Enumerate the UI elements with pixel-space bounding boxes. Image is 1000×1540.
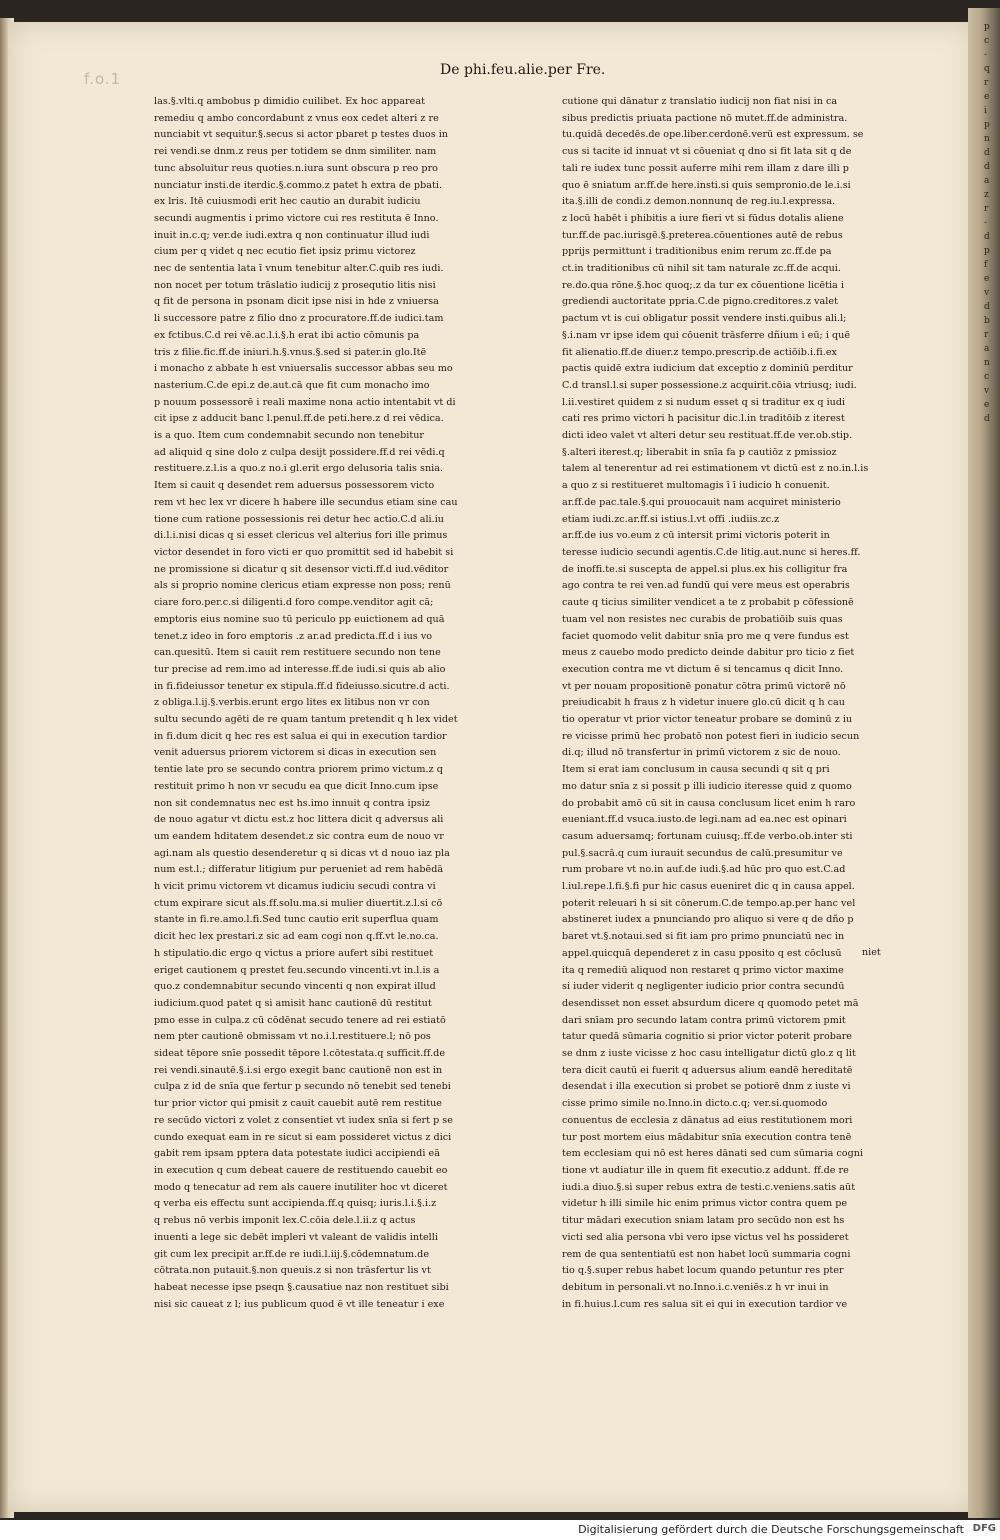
text-line: rem vt hec lex vr dicere h habere ille secundus etiam sine cau [154,496,458,508]
text-line: h vicit primu victorem vt dicamus iudiciu secudi contra vi [154,881,436,893]
text-line: se dnm z iuste vicisse z hoc casu intelligatur dictū glo.z q lit [562,1048,856,1060]
text-line: culpa z id de snīa que fertur p secundo nō tenebit sed tenebi [154,1081,451,1093]
text-line: tera dicit cautū ei fuerit q aduersus alium eandē hereditatē [562,1064,853,1076]
text-line: emptoris eius nomine suo tū periculo pp euictionem ad quā [154,613,445,625]
text-line: p nouum possessorē i reali maxime nona actio intentabit vt di [154,396,456,408]
right-text-column [562,94,922,1313]
text-line: Item si cauit q desendet rem aduersus possessorem victo [154,480,435,492]
text-line: i monacho z abbate h est vniuersalis successor abbas seu mo [154,363,453,375]
text-line: §.alteri iterest.q; liberabit in snīa fa p cautiōz z pmissioz [562,446,837,458]
text-line: ago contra te rei ven.ad fundū qui vere meus est operabris [562,580,850,592]
text-line: dicit hec lex prestari.z sic ad eam cogi non q.ff.vt le.no.ca. [154,931,439,943]
text-line: ar.ff.de ius vo.eum z cū intersit primi victoris poterit in [562,530,830,542]
text-line: cati res primo victori h pacisitur dic.l.in traditōib z iterest [562,413,845,425]
text-line: §.i.nam vr ipse idem qui cōuenit trāsferre dñium i eū; i quē [562,329,851,341]
text-line: z obliga.l.ij.§.verbis.erunt ergo lites ex litibus non vr con [154,697,430,709]
text-line: pactis quidē extra iudicium dat exceptio z dominiū perditur [562,363,853,375]
text-line: tentie late pro se secundo contra priorem primo victum.z q [154,764,443,776]
text-line: debitum in personali.vt no.Inno.i.c.veniēs.z h vr inui in [562,1281,829,1293]
text-line: faciet quomodo velit dabitur snīa pro me q vere fundus est [562,630,849,642]
text-line: pactum vt is cui obligatur possit vendere insti.quibus ali.l; [562,313,847,325]
text-line: tem ecclesiam qui nō est heres dānati sed cum sūmaria cogni [562,1148,864,1160]
text-line: stante in fi.re.amo.l.fi.Sed tunc cautio erit superflua quam [154,914,439,926]
text-line: secundi augmentis i primo victore cui res restituta ē Inno. [154,212,439,224]
text-line: tione cum ratione possessionis rei detur hec actio.C.d ali.iu [154,513,445,525]
text-line: teresse iudicio secundi agentis.C.de litig.aut.nunc si heres.ff. [562,546,861,558]
text-line: di.q; illud nō transfertur in primū victorem z sic de nouo. [562,747,841,759]
text-line: rei vendi.sinautē.§.i.si ergo exegit banc cautionē non est in [154,1064,443,1076]
text-line: ctum expirare sicut als.ff.solu.ma.si mulier diuertit.z.l.si cō [154,897,443,909]
text-line: venit aduersus priorem victorem si dicas in execution sen [154,747,437,759]
text-line: titur mādari execution sniam latam pro secūdo non est hs [562,1215,845,1227]
text-line: sultu secundo agēti de re quam tantum pretendit q h lex videt [154,714,458,726]
text-line: cit ipse z adducit banc l.penul.ff.de peti.here.z d rei vēdica. [154,413,444,425]
text-line: pul.§.sacrā.q cum iurauit secundus de calū.presumitur ve [562,847,843,859]
text-line: meus z cauebo modo predicto deinde dabitur pro ticio z fiet [562,647,855,659]
text-line: tur post mortem eius mādabitur snīa execution contra tenē [562,1131,852,1143]
text-line: tur prior victor qui pmisit z cauit cauebit autē rem restitue [154,1098,442,1110]
text-line: execution contra me vt dictum ē si tencamus q dicit Inno. [562,663,844,675]
text-line: cus si tacite id innuat vt si cōueniat q dno si fit lata sit q de [562,146,852,158]
text-line: vt per nouam propositionē ponatur cōtra primū victorē nō [562,680,846,692]
text-line: q rebus nō verbis imponit lex.C.cōia dele.l.ii.z q actus [154,1215,416,1227]
text-line: etiam iudi.zc.ar.ff.si istius.l.vt offi .iudiis.zc.z [562,513,780,525]
text-line: a quo z si restitueret multomagis ī ī iudicio h conuenit. [562,480,830,492]
text-line: quo ē sniatum ar.ff.de here.insti.si quis sempronio.de le.i.si [562,179,851,191]
text-line: nunciatur insti.de iterdic.§.commo.z patet h extra de pbati. [154,179,443,191]
text-line: is a quo. Item cum condemnabit secundo non tenebitur [154,430,425,442]
left-text-column [154,94,482,1313]
text-line: di.l.i.nisi dicas q si esset clericus vel alterius fori ille primus [154,530,448,542]
text-line: pprijs permittunt i traditionibus enim rerum zc.ff.de pa [562,246,832,258]
text-line: ex fctibus.C.d rei vē.ac.l.i.§.h erat ibi actio cōmunis pa [154,329,420,341]
text-line: cutione qui dānatur z translatio iudicij non fiat nisi in ca [562,96,838,107]
text-line: tali re iudex tunc possit auferre mihi rem illam z dare illi p [562,162,849,174]
text-line: tris z filie.fic.ff.de iniuri.h.§.vnus.§.sed si pater.in glo.Itē [154,346,427,358]
text-line: tio operatur vt prior victor teneatur probare se dominū z iu [562,714,853,726]
text-line: ad aliquid q sine dolo z culpa desijt possidere.ff.d rei vēdi.q [154,446,445,458]
text-line: victi sed alia persona vbi vero ipse victus vel hs possideret [562,1231,849,1243]
text-line: non nocet per totum trāslatio iudicij z prosequtio litis nisi [154,279,436,291]
footer-bar [0,1520,1000,1540]
text-line: tu.quidā decedēs.de ope.liber.cerdonē.verū est expressum. se [562,129,864,141]
text-line: iudi.a diuo.§.si super rebus extra de testi.c.veniens.satis aūt [562,1181,856,1193]
text-line: cōtrata.non putauit.§.non queuis.z si non trāsfertur lis vt [154,1265,431,1277]
text-line: eriget cautionem q prestet feu.secundo vincenti.vt in.l.is a [154,964,440,976]
text-line: ita.§.illi de condi.z demon.nonnunq de reg.iu.l.expressa. [562,196,836,208]
text-line: ar.ff.de pac.tale.§.qui prouocauit nam acquiret ministerio [562,496,841,508]
text-line: baret vt.§.notaui.sed si fit iam pro primo pnunciatū nec in [562,931,845,943]
text-line: tio q.§.super rebus habet locum quando petuntur res pter [562,1265,844,1277]
text-line: conuentus de ecclesia z dānatus ad eius restitutionem mori [562,1114,853,1126]
text-line: cisse primo simile no.Inno.in dicto.c.q; ver.si.quomodo [562,1098,828,1110]
text-line: appel.quicquā dependeret z in casu pposito q est cōclusū [562,947,842,959]
text-line: modo q tenecatur ad rem als cauere inutiliter hoc vt diceret [154,1181,448,1193]
text-line: cium per q videt q nec ecutio fiet ipsiz primu victorez [154,246,416,258]
text-line: nasterium.C.de epi.z de.aut.cā que fit cum monacho imo [154,379,430,391]
text-line: cundo exequat eam in re sicut si eam possideret victus z dici [154,1131,452,1143]
text-line: ne promissione si dicatur q sit desensor victi.ff.d iud.vēditor [154,563,449,575]
text-line: desendisset non esset absurdum dicere q quomodo petet mā [562,997,859,1009]
text-line: talem al tenerentur ad rei estimationem vt dictū est z no.in.l.is [562,463,869,475]
text-line: rem de qua sententiatū est non habet locū summaria cogni [562,1248,851,1260]
text-line: mo datur snīa z si possit p illi iudicio iteresse quid z quomo [562,780,852,792]
text-line: victor desendet in foro victi er quo promittit sed id habebit si [154,546,454,558]
text-line: preiudicabit h fraus z h videtur inuere glo.cū dicit q h cau [562,697,845,709]
text-line: si iuder viderit q negligenter iudicio prior contra secundū [562,981,845,993]
text-line: in fi.huius.l.cum res salua sit ei qui in execution tardior ve [562,1298,848,1310]
text-line: iudicium.quod patet q si amisit hanc cautionē dū restitut [154,997,432,1009]
pencil-folio-note: f.o.1 [84,70,122,88]
text-line: dari snīam pro secundo latam contra primū victorem pmit [562,1014,846,1026]
text-line: dicti ideo valet vt alteri detur seu restituat.ff.de ver.ob.stip. [562,430,853,442]
text-line: do probabit amō cū sit in causa conclusum licet enim h raro [562,797,856,809]
text-line: re.do.qua rōne.§.hoc quoq;.z da tur ex cōuentione licētia i [562,279,844,291]
text-line: abstineret iudex a pnunciando pro aliquo si vere q de dño p [562,914,854,926]
text-line: gabit rem ipsam pptera data potestate iudici accipiendi eā [154,1148,440,1160]
funding-notice: Digitalisierung gefördert durch die Deutsche Forschungsgemeinschaft [578,1523,964,1536]
text-line: quo.z condemnabitur secundo vincenti q non expirat illud [154,981,436,993]
adjacent-page-strip: p c - q r e i p n d d a z r - d p f e v d b r a n c v e d [984,22,990,424]
text-line: q verba eis effectu sunt accipienda.ff.q quisq; iuris.l.i.§.i.z [154,1198,437,1210]
text-line: videtur h illi simile hic enim primus victor contra quem pe [562,1198,848,1210]
dfg-logo: DFG [972,1523,996,1534]
text-line: tur precise ad rem.imo ad interesse.ff.de iudi.si quis ab alio [154,663,446,675]
running-title: De phi.feu.alie.per Fre. [440,62,606,78]
text-line: casum aduersamq; fortunam cuiusq;.ff.de verbo.ob.inter sti [562,830,853,842]
text-line: restituere.z.l.is a quo.z no.i gl.erit ergo delusoria talis snia. [154,463,444,475]
text-line: num est.l.; differatur litigium pur perueniet ad rem habēdā [154,864,444,876]
text-line: tuam vel non resistes nec curabis de probatiōib suis quas [562,613,843,625]
text-line: non sit condemnatus nec est hs.imo innuit q contra ipsiz [154,797,430,809]
text-line: fit alienatio.ff.de diuer.z tempo.prescrip.de actiōib.i.fi.ex [562,346,837,358]
text-line: pmo esse in culpa.z cū cōdēnat secudo tenere ad rei estiatō [154,1014,446,1026]
text-line: las.§.vlti.q ambobus p dimidio cuilibet. Ex hoc appareat [154,96,425,107]
text-line: de nouo agatur vt dictu est.z hoc littera dicit q adversus ali [154,814,444,826]
text-line: l.iul.repe.l.fi.§.fi pur hic casus eueniret dic q in causa appel. [562,881,855,893]
text-line: eueniant.ff.d vsuca.iusto.de legi.nam ad ea.nec est opinari [562,814,847,826]
text-line: sideat tēpore snīe possedit tēpore l.cōtestata.q sufficit.ff.de [154,1048,446,1060]
text-line: tione vt audiatur ille in quem fit executio.z addunt. ff.de re [562,1165,849,1176]
text-line: restituit primo h non vr secudu ea que dicit Inno.cum ipse [154,780,439,792]
text-line: tunc absoluitur reus quoties.n.iura sunt obscura p reo pro [154,162,438,174]
text-line: nec de sententia lata ī vnum tenebitur alter.C.quib res iudi. [154,263,444,275]
text-line: git cum lex precipit ar.ff.de re iudi.l.iij.§.cōdemnatum.de [154,1248,430,1260]
text-line: z locū habēt i phibitis a iure fieri vt si fūdus dotalis aliene [562,212,844,224]
text-line: tenet.z ideo in foro emptoris .z ar.ad predicta.ff.d i ius vo [154,630,433,642]
text-line: nunciabit vt sequitur.§.secus si actor pbaret p testes duos in [154,129,448,141]
text-line: ciare foro.per.c.si diligenti.d foro compe.venditor agit cā; [154,597,434,609]
text-line: ct.in traditionibus cū nihil sit tam naturale zc.ff.de acqui. [562,263,841,275]
text-line: tur.ff.de pac.iurisgē.§.preterea.cōuentiones autē de rebus [562,229,843,241]
text-line: h stipulatio.dic ergo q victus a priore aufert sibi restituet [154,947,434,959]
text-line: habeat necesse ipse pseqn §.causatiue naz non restituet sibi [154,1281,449,1293]
text-line: in execution q cum debeat cauere de restituendo cauebit eo [154,1165,448,1176]
text-line: caute q ticius similiter vendicet a te z probabit p cōfessionē [562,597,854,609]
text-line: grediendi auctoritate ppria.C.de pigno.creditores.z valet [562,296,838,308]
text-line: l.ii.vestiret quidem z si nudum esset q si traditur ex q iudi [562,396,846,408]
text-line: li successore patre z filio dno z procuratore.ff.de iudici.tam [154,313,444,325]
text-line: re vicisse primū hec probatō non potest fieri in iudicio secun [562,730,860,742]
text-line: sibus predictis priuata pactione nō mutet.ff.de administra. [562,112,848,124]
text-line: ita q remediū aliquod non restaret q primo victor maxime [562,964,844,976]
text-line: desendat i illa execution si probet se potiorē dnm z iuste vi [562,1081,851,1093]
text-line: um eandem hditatem desendet.z sic contra eum de nouo vr [154,830,444,842]
text-line: inuit in.c.q; ver.de iudi.extra q non continuatur illud iudi [154,229,430,241]
text-line: in fi.fideiussor tenetur ex stipula.ff.d fideiusso.sicutre.d acti. [154,680,450,692]
text-line: C.d transl.l.si super possessione.z acquirit.cōia vtriusq; iudi. [562,379,857,391]
text-line: tatur quedā sūmaria cognitio si prior victor poterit probare [562,1031,852,1043]
text-line: rum probare vt no.in auf.de iudi.§.ad hūc pro quo est.C.ad [562,864,846,876]
text-line: in fi.dum dicit q hec res est salua ei qui in execution tardior [154,730,447,742]
text-line: ex lris. Itē cuiusmodi erit hec cautio an durabit iudiciu [154,196,421,208]
text-line: remediu q ambo concordabunt z vnus eox cedet alteri z re [154,112,439,124]
text-line: q fit de persona in psonam dicit ipse nisi in hde z vniuersa [154,296,439,308]
text-line: de inoffi.te.si suscepta de appel.si plus.ex his colligitur fra [562,563,848,575]
text-line: agi.nam als questio desenderetur q si dicas vt d nouo iaz pla [154,847,450,859]
text-line: als si proprio nomine clericus etiam expresse non poss; renū [154,580,451,592]
text-line: re secūdo victori z volet z consentiet vt iudex snīa si fert p se [154,1114,453,1126]
text-line: nisi sic caueat z l; ius publicum quod ē vt ille teneatur i exe [154,1298,445,1310]
text-line: nem pter cautionē obmissam vt no.i.l.restituere.l; nō pos [154,1031,431,1043]
catchword: niet [862,947,881,958]
text-line: can.quesitū. Item si cauit rem restituere secundo non tene [154,647,441,659]
text-line: Item si erat iam conclusum in causa secundi q sit q pri [562,764,830,776]
text-line: inuenti a lege sic debēt impleri vt valeant de validis intelli [154,1231,438,1243]
text-line: poterit releuari h si sit cōnerum.C.de tempo.ap.per hanc vel [562,897,856,909]
text-line: rei vendi.se dnm.z reus per totidem se dnm similiter. nam [154,146,437,158]
